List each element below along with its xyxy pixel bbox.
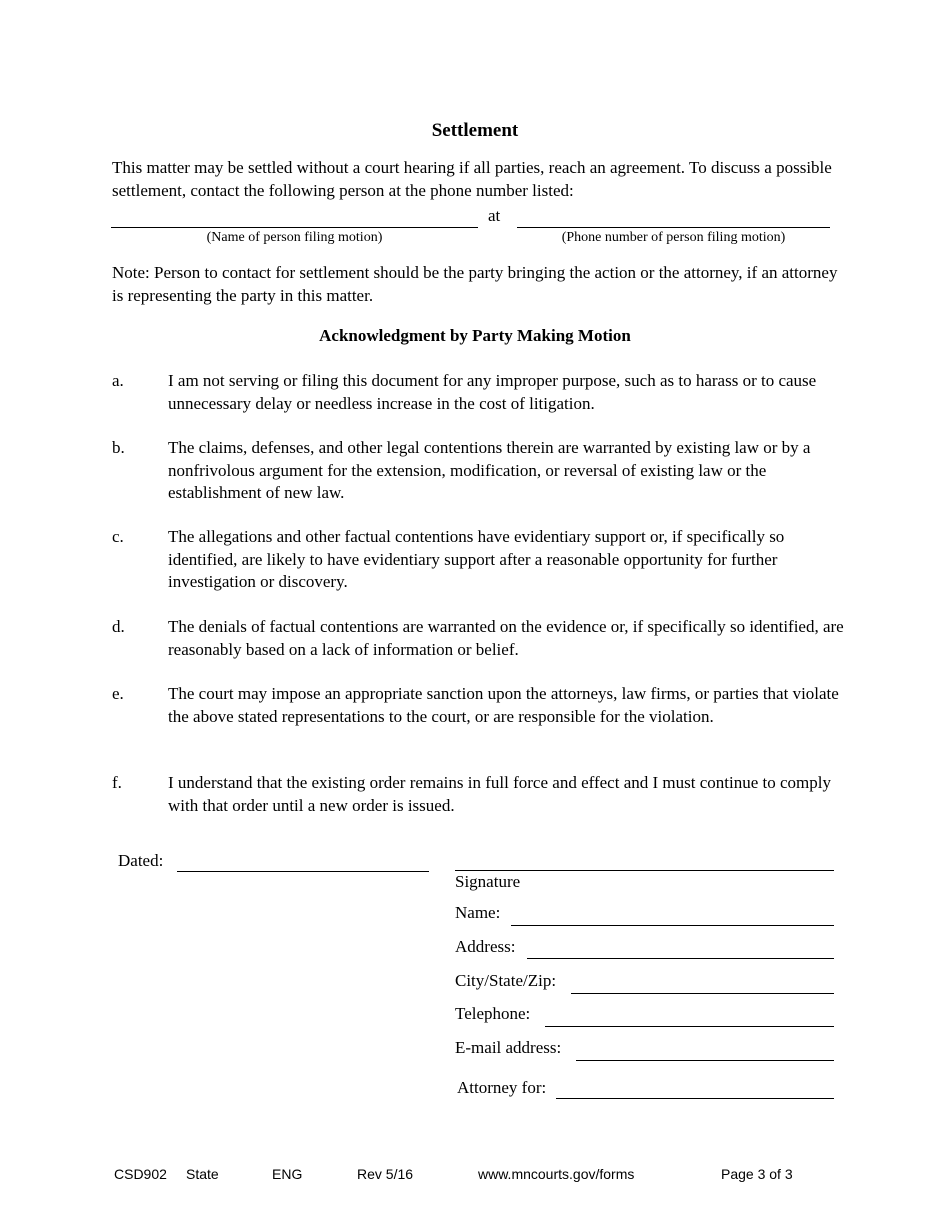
telephone-label: Telephone: <box>455 1004 531 1023</box>
phone-caption: (Phone number of person filing motion) <box>561 230 786 245</box>
item-text: The claims, defenses, and other legal contentions therein are warranted by existing law or by a nonfrivolous argument for the extension, modification, or reversal of existing law or the establishment of new law. <box>168 438 811 502</box>
contact-phone-line[interactable] <box>517 227 830 228</box>
footer-page-number: Page 3 of 3 <box>721 1166 793 1182</box>
item-letter: b. <box>112 438 125 457</box>
name-caption: (Name of person filing motion) <box>206 230 383 245</box>
email-label: E-mail address: <box>455 1038 562 1057</box>
item-text: The allegations and other factual contentions have evidentiary support or, if specifically so identified, are likely to have evidentiary support after a reasonable opportunity for further investigation or discovery. <box>168 527 785 591</box>
contact-name-line[interactable] <box>111 227 478 228</box>
email-field[interactable] <box>576 1060 834 1061</box>
item-letter: a. <box>112 371 124 390</box>
footer-jurisdiction: State <box>186 1166 219 1182</box>
footer-form-id: CSD902 <box>114 1166 167 1182</box>
dated-label: Dated: <box>118 851 164 870</box>
item-text: The court may impose an appropriate sanction upon the attorneys, law firms, or parties that violate the above stated representations to the court, or are responsible for the violation. <box>168 684 839 726</box>
footer-language: ENG <box>272 1166 303 1182</box>
name-field[interactable] <box>511 925 834 926</box>
item-letter: d. <box>112 617 125 636</box>
item-text: I am not serving or filing this document for any improper purpose, such as to harass or to cause unnecessary delay or needless increase in the cost of litigation. <box>168 371 817 413</box>
item-text: The denials of factual contentions are warranted on the evidence or, if specifically so identified, are reasonably based on a lack of information or belief. <box>168 617 844 659</box>
item-text: I understand that the existing order remains in full force and effect and I must continue to comply with that order until a new order is issued. <box>168 773 831 815</box>
address-label: Address: <box>455 937 516 956</box>
telephone-field[interactable] <box>545 1026 834 1027</box>
at-label: at <box>488 206 501 225</box>
footer-url[interactable]: www.mncourts.gov/forms <box>478 1166 635 1182</box>
item-letter: e. <box>112 684 124 703</box>
footer-revision: Rev 5/16 <box>357 1166 414 1182</box>
dated-line[interactable] <box>177 871 429 872</box>
city-state-zip-label: City/State/Zip: <box>455 971 557 990</box>
item-letter: f. <box>112 773 122 792</box>
address-field[interactable] <box>527 958 834 959</box>
acknowledgment-title: Acknowledgment by Party Making Motion <box>319 326 631 345</box>
page-title: Settlement <box>431 120 519 141</box>
item-letter: c. <box>112 527 124 546</box>
name-label: Name: <box>455 903 501 922</box>
signature-label: Signature <box>455 872 521 891</box>
city-state-zip-field[interactable] <box>571 993 834 994</box>
intro-paragraph: This matter may be settled without a court hearing if all parties, reach an agreement. To discuss a possible settlement, contact the following person at the phone number listed: <box>112 158 832 200</box>
attorney-for-label: Attorney for: <box>457 1078 547 1097</box>
attorney-for-field[interactable] <box>556 1098 834 1099</box>
settlement-note: Note: Person to contact for settlement should be the party bringing the action or the attorney, if an attorney is representing the party in this matter. <box>112 263 838 305</box>
